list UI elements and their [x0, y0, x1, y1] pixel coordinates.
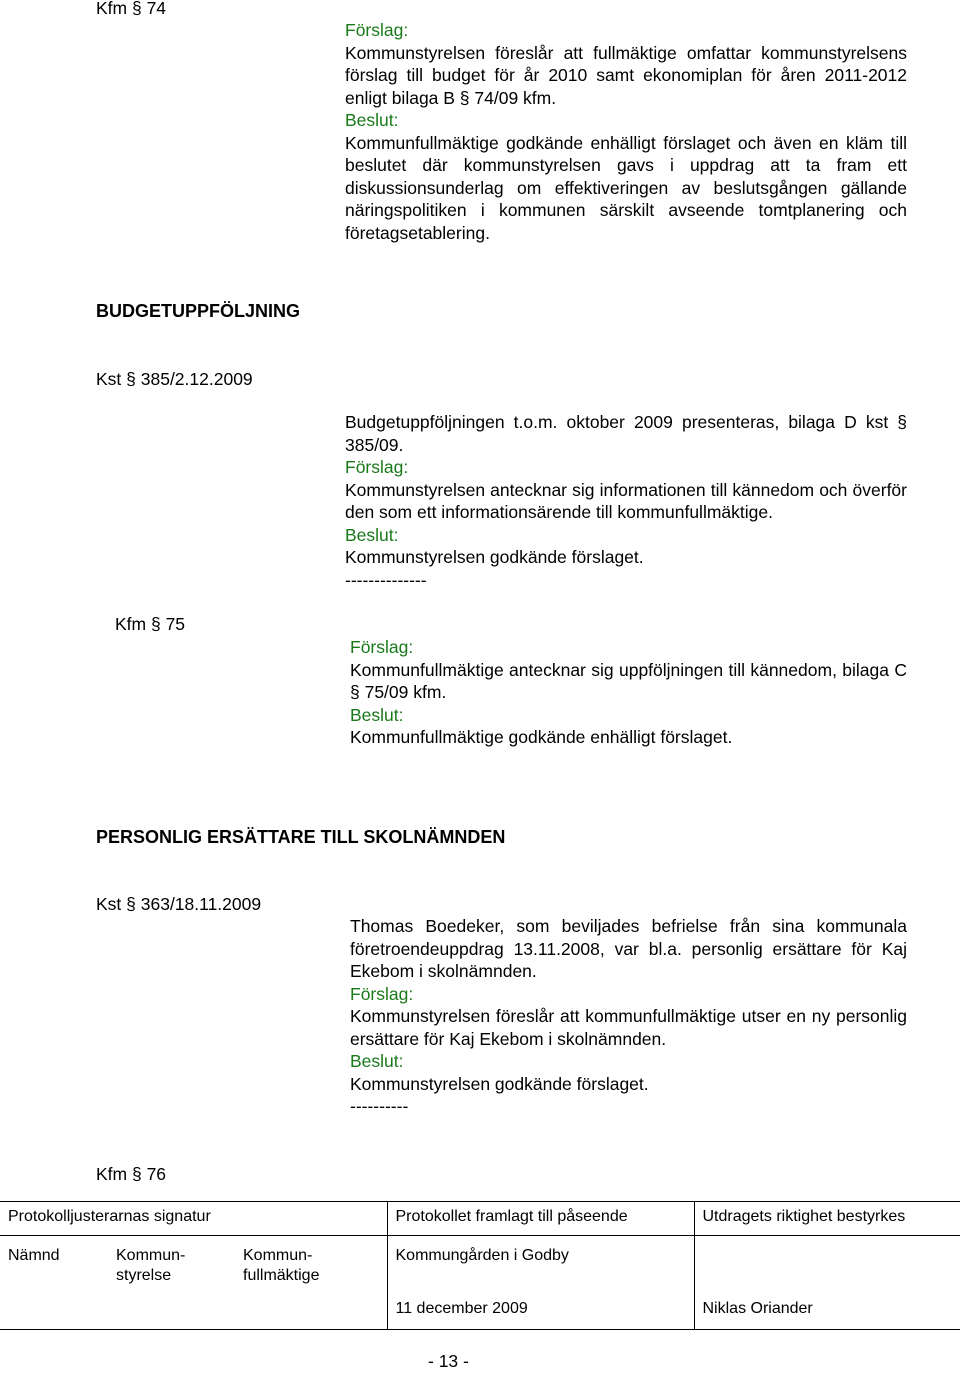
kommunfullmaktige-line1: Kommun-	[243, 1247, 313, 1264]
beslut-text: Kommunfullmäktige godkände enhälligt förslaget och även en kläm till beslutet där kommunstyrelsen gavs i uppdrag att ta fram ett diskussionsunderlag om effektiveringen av beslutsgången gällande näringspolitiken i kommunen särskilt avseende tomtplanering och företagsetablering.	[345, 132, 907, 243]
kommunstyrelse-line2: styrelse	[116, 1267, 172, 1284]
kfm75-label: Kfm § 75	[115, 614, 186, 634]
kommunfullmaktige-cell	[235, 1236, 387, 1291]
kfm74-label: Kfm § 74	[96, 0, 167, 18]
beslut-text: Kommunstyrelsen godkände förslaget.	[350, 1073, 649, 1094]
empty-cell	[0, 1290, 108, 1330]
section-heading-budgetuppfoljning: BUDGETUPPFÖLJNING	[96, 301, 301, 321]
beslut-text: Kommunfullmäktige godkände enhälligt förslaget.	[350, 727, 733, 747]
divider: --------------	[345, 569, 427, 590]
header-signature: Protokolljusterarnas signatur	[0, 1202, 387, 1236]
kfm74-block	[345, 19, 907, 244]
kommunstyrelse-cell	[108, 1236, 235, 1291]
signer-cell: Niklas Oriander	[694, 1290, 960, 1330]
date-cell: 11 december 2009	[387, 1290, 694, 1330]
empty-cell	[108, 1290, 235, 1330]
forslag-label: Förslag:	[350, 637, 414, 657]
kfm76-label: Kfm § 76	[96, 1164, 167, 1184]
forslag-label: Förslag:	[345, 457, 409, 477]
intro-text: Thomas Boedeker, som beviljades befrielse från sina kommunala företroendeuppdrag 13.11.2008, var bl.a. personlig ersättare för Kaj Ekebom i skolnämnden.	[350, 916, 907, 981]
kst-reference: Kst § 363/18.11.2009	[96, 894, 262, 914]
forslag-label: Förslag:	[350, 983, 414, 1004]
header-certified: Utdragets riktighet bestyrkes	[694, 1202, 960, 1236]
divider: ----------	[350, 1096, 409, 1116]
beslut-label: Beslut:	[350, 704, 404, 725]
forslag-text: Kommunstyrelsen antecknar sig informationen till kännedom och överför den som ett informationsärende till kommunfullmäktige.	[345, 479, 907, 522]
place-cell: Kommungården i Godby	[387, 1236, 694, 1291]
kst-reference: Kst § 385/2.12.2009	[96, 369, 253, 389]
intro-text: Budgetuppföljningen t.o.m. oktober 2009 presenteras, bilaga D kst § 385/09.	[345, 412, 907, 455]
forslag-text: Kommunstyrelsen föreslår att kommunfullmäktige utser en ny personlig ersättare för Kaj Ekebom i skolnämnden.	[350, 1006, 907, 1049]
beslut-label: Beslut:	[345, 110, 399, 130]
page-number: - 13 -	[428, 1351, 469, 1371]
forslag-text: Kommunfullmäktige antecknar sig uppföljningen till kännedom, bilaga C § 75/09 kfm.	[350, 659, 907, 702]
ersattare-block	[350, 915, 907, 1118]
beslut-label: Beslut:	[350, 1051, 404, 1071]
empty-cell	[694, 1236, 960, 1291]
beslut-text: Kommunstyrelsen godkände förslaget.	[345, 547, 644, 567]
forslag-text: Kommunstyrelsen föreslår att fullmäktige omfattar kommunstyrelsens förslag till budget för år 2010 samt ekonomiplan för åren 2011-2012 enligt bilaga B § 74/09 kfm.	[345, 42, 907, 108]
kommunstyrelse-line1: Kommun-	[116, 1247, 186, 1264]
beslut-label: Beslut:	[345, 524, 399, 545]
header-posted: Protokollet framlagt till påseende	[387, 1202, 694, 1236]
kommunfullmaktige-line2: fullmäktige	[243, 1267, 320, 1284]
forslag-label: Förslag:	[345, 20, 409, 40]
budget-kst-block	[345, 411, 907, 591]
budget-kfm-block	[350, 636, 907, 749]
signature-table	[0, 1201, 960, 1330]
empty-cell	[235, 1290, 387, 1330]
namnd-cell: Nämnd	[8, 1247, 60, 1264]
section-heading-personlig-ersattare: PERSONLIG ERSÄTTARE TILL SKOLNÄMNDEN	[96, 827, 506, 847]
